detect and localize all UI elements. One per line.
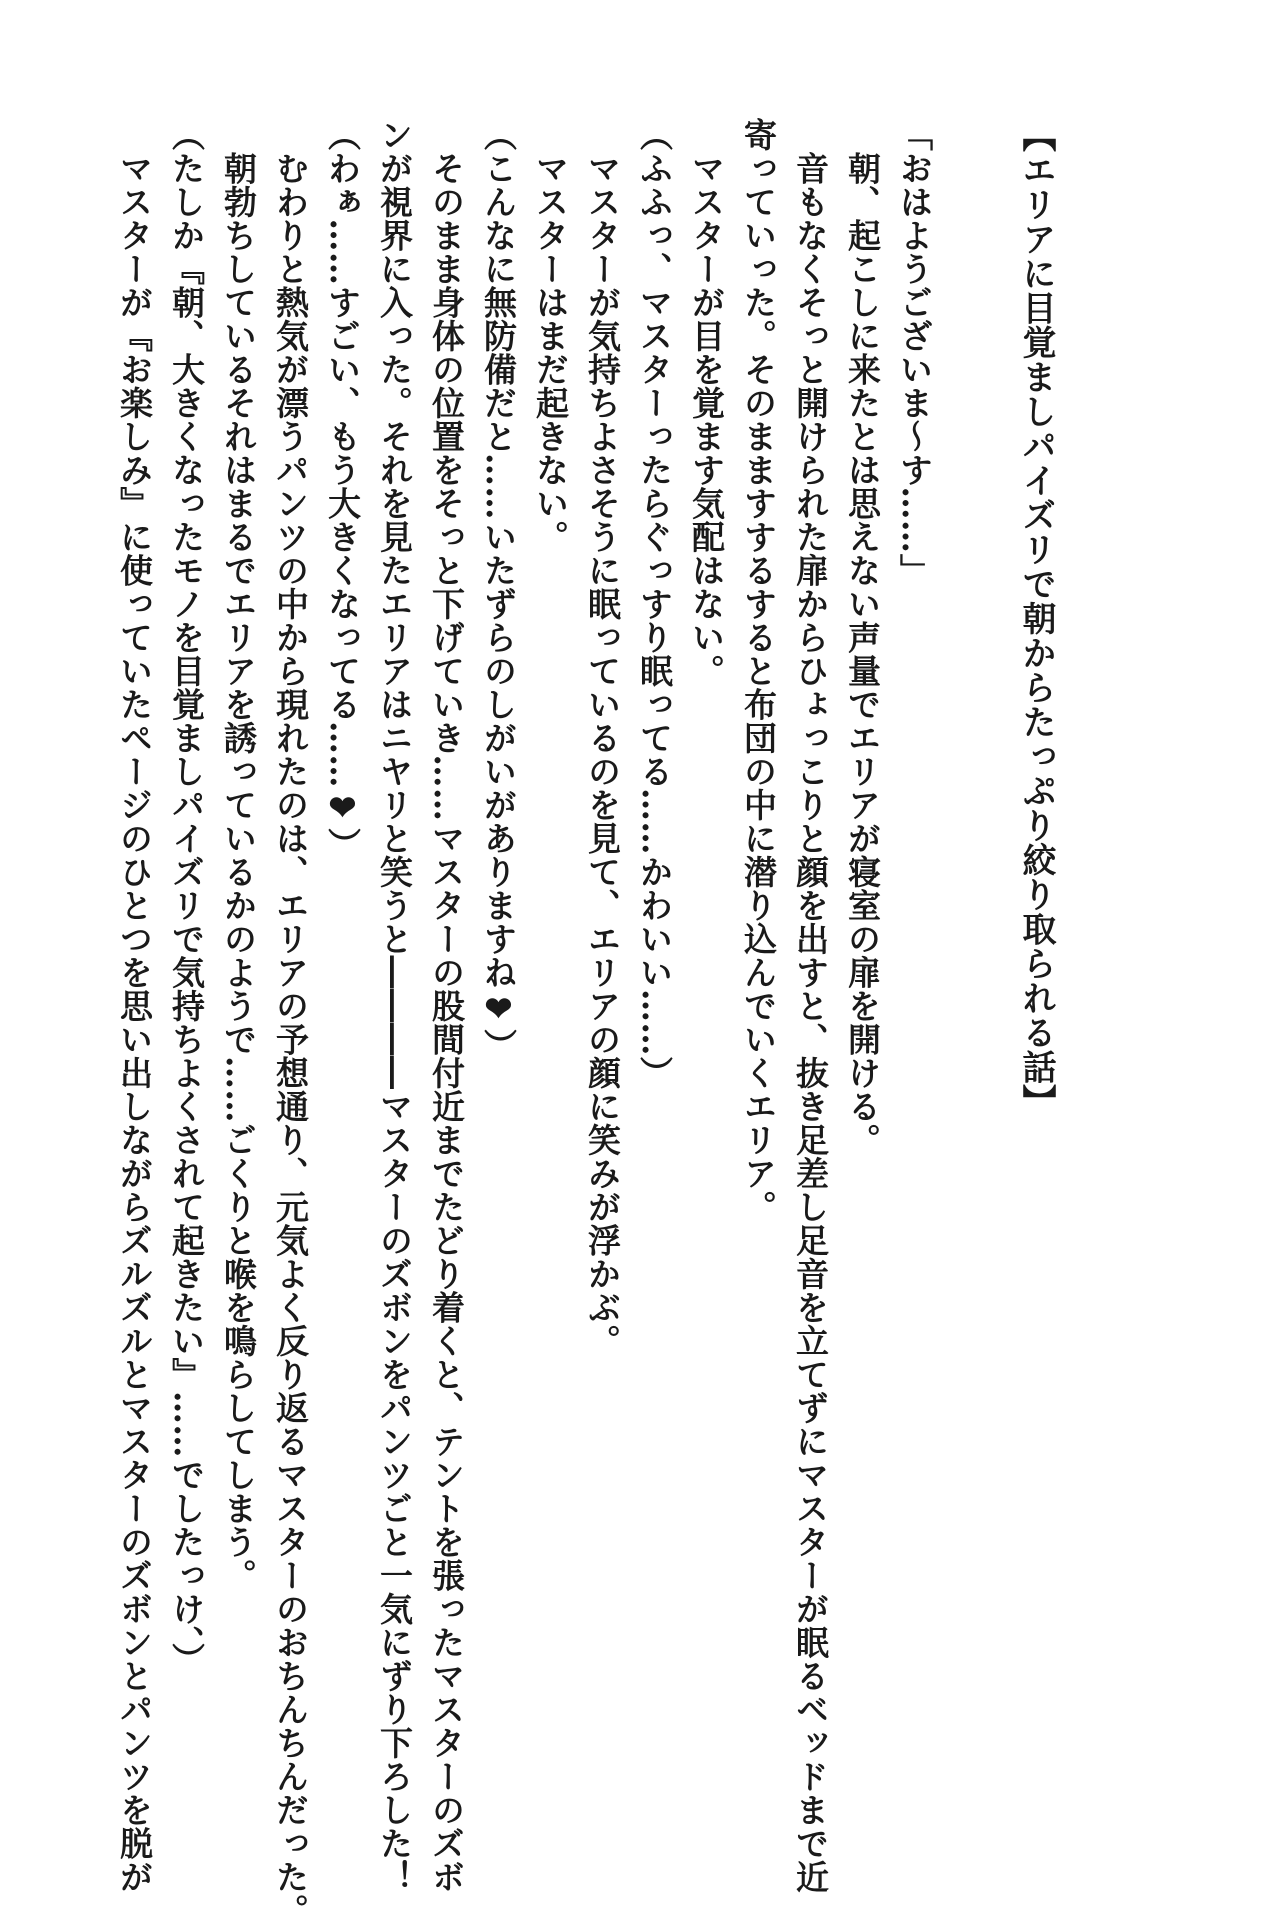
text-line-6: （ふふっ、マスターったらぐっすり眠ってる……かわいい……） [635,118,674,1090]
text-line-2: 朝、起こしに来たとは思えない声量でエリアが寝室の扉を開ける。 [843,118,882,1157]
text-line-1: 「おはようございま〜す……」 [895,118,934,587]
text-line-15: （たしか『朝、大きくなったモノを目覚ましパイズリで気持ちよくされて起きたい』……でしたっけ、） [167,118,206,1676]
chapter-title: 【エリアに目覚ましパイズリで朝からたっぷり絞り取られる話】 [1016,118,1056,1119]
text-line-10: そのまま身体の位置をそっと下げていき……マスターの股間付近までたどり着くと、テントを張ったマスターのズボ [427,118,466,1894]
text-line-14: 朝勃ちしているそれはまるでエリアを誘っているかのようで……ごくりと喉を鳴らしてしまう。 [219,118,258,1592]
text-line-11: ンが視界に入った。それを見たエリアはニヤリと笑うと――――マスターのズボンをパンツごと一気にずり下ろした！ [375,118,414,1894]
vertical-text-body [108,118,1062,1927]
text-line-7: マスターが気持ちよさそうに眠っているのを見て、エリアの顔に笑みが浮かぶ。 [583,118,622,1358]
text-line-4: 寄っていった。そのまますするすると布団の中に潜り込んでいくエリア。 [739,118,778,1224]
text-line-9: （こんなに無防備だと……いたずらのしがいがありますね❤） [479,118,518,1062]
text-line-16: マスターが『お楽しみ』に使っていたページのひとつを思い出しながらズルズルとマスターのズボンとパンツを脱が [115,118,154,1894]
text-line-12: （わぁ……すごい、もう大きくなってる……❤） [323,118,362,861]
text-line-3: 音もなくそっと開けられた扉からひょっこりと顔を出すと、抜き足差し足音を立てずにマスターが眠るベッドまで近 [791,118,830,1894]
text-line-8: マスターはまだ起きない。 [531,118,570,554]
text-line-13: むわりと熱気が漂うパンツの中から現れたのは、エリアの予想通り、元気よく反り返るマスターのおちんちんだった。 [271,118,310,1927]
text-line-5: マスターが目を覚ます気配はない。 [687,118,726,688]
